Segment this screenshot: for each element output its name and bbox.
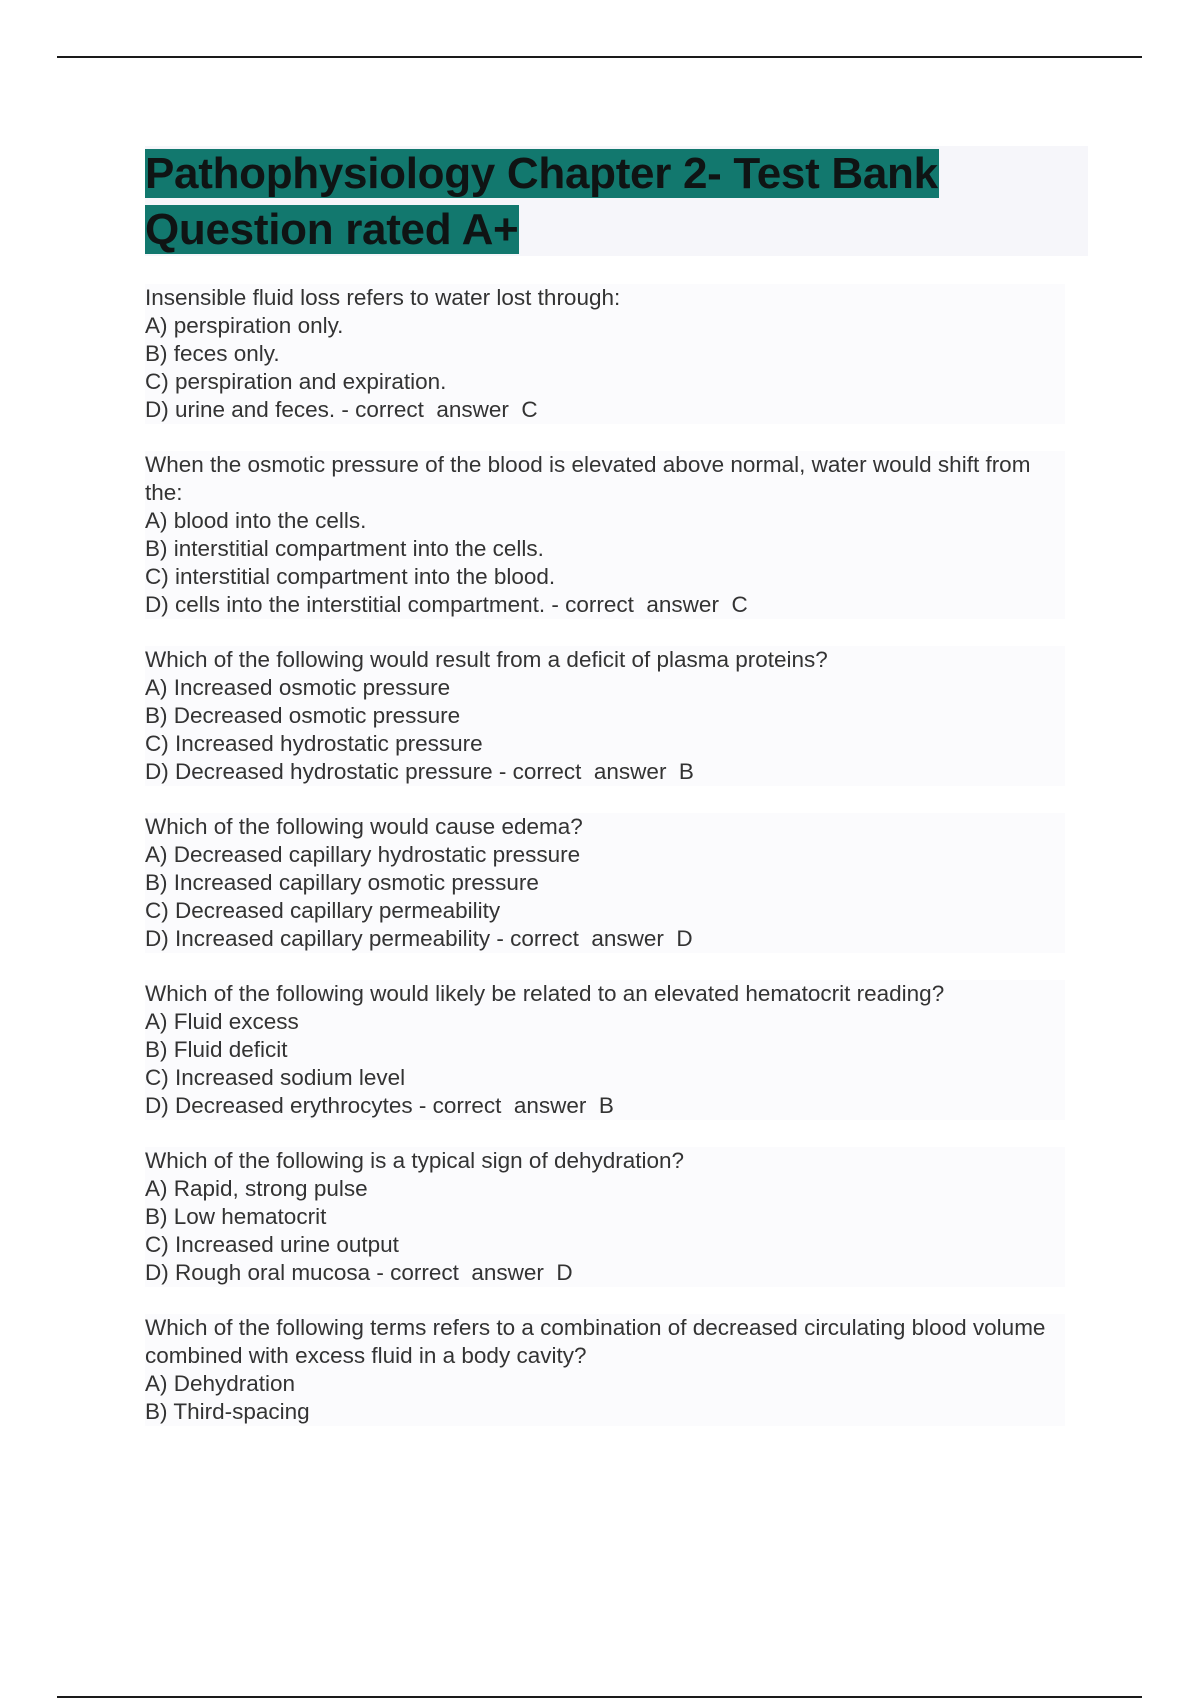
title-highlight: Pathophysiology Chapter 2- Test Bank Question rated A+	[145, 149, 938, 254]
answer-option-b: B) Low hematocrit	[145, 1204, 327, 1229]
question-7	[145, 1314, 1065, 1426]
question-6	[145, 1147, 1065, 1287]
answer-option-b: B) feces only.	[145, 341, 280, 366]
question-list	[145, 284, 1065, 1453]
answer-option-a: A) Rapid, strong pulse	[145, 1176, 368, 1201]
answer-option-d: D) Rough oral mucosa - correct answer D	[145, 1260, 573, 1285]
answer-option-d: D) urine and feces. - correct answer C	[145, 397, 538, 422]
question-stem: Which of the following would cause edema?	[145, 814, 583, 839]
question-3	[145, 646, 1065, 786]
question-stem: Insensible fluid loss refers to water lost through:	[145, 285, 621, 310]
top-rule	[57, 56, 1142, 58]
answer-option-c: C) Increased sodium level	[145, 1065, 406, 1090]
bottom-rule	[57, 1696, 1142, 1698]
answer-option-c: C) Increased hydrostatic pressure	[145, 731, 483, 756]
answer-option-b: B) Fluid deficit	[145, 1037, 288, 1062]
question-4	[145, 813, 1065, 953]
question-stem: Which of the following would result from a deficit of plasma proteins?	[145, 647, 828, 672]
answer-option-b: B) Decreased osmotic pressure	[145, 703, 461, 728]
answer-option-d: D) Decreased hydrostatic pressure - correct answer B	[145, 759, 694, 784]
answer-option-a: A) blood into the cells.	[145, 508, 367, 533]
answer-option-d: D) Decreased erythrocytes - correct answer B	[145, 1093, 614, 1118]
answer-option-b: B) Increased capillary osmotic pressure	[145, 870, 539, 895]
answer-option-c: C) interstitial compartment into the blood.	[145, 564, 556, 589]
document-title	[145, 146, 1088, 258]
question-stem: Which of the following terms refers to a combination of decreased circulating blood volume combined with excess fluid in a body cavity?	[145, 1315, 1052, 1368]
question-stem: Which of the following would likely be related to an elevated hematocrit reading?	[145, 981, 945, 1006]
question-5	[145, 980, 1065, 1120]
answer-option-d: D) cells into the interstitial compartment. - correct answer C	[145, 592, 748, 617]
question-1	[145, 284, 1065, 424]
answer-option-a: A) Dehydration	[145, 1371, 296, 1396]
question-stem: Which of the following is a typical sign of dehydration?	[145, 1148, 685, 1173]
title-block	[145, 146, 1088, 256]
question-stem: When the osmotic pressure of the blood is elevated above normal, water would shift from the:	[145, 452, 1037, 505]
answer-option-c: C) Increased urine output	[145, 1232, 399, 1257]
answer-option-d: D) Increased capillary permeability - correct answer D	[145, 926, 693, 951]
answer-option-c: C) perspiration and expiration.	[145, 369, 447, 394]
answer-option-b: B) Third-spacing	[145, 1399, 310, 1424]
answer-option-a: A) Fluid excess	[145, 1009, 299, 1034]
answer-option-a: A) Increased osmotic pressure	[145, 675, 451, 700]
answer-option-b: B) interstitial compartment into the cells.	[145, 536, 544, 561]
answer-option-a: A) Decreased capillary hydrostatic pressure	[145, 842, 581, 867]
question-2	[145, 451, 1065, 619]
answer-option-a: A) perspiration only.	[145, 313, 344, 338]
answer-option-c: C) Decreased capillary permeability	[145, 898, 501, 923]
